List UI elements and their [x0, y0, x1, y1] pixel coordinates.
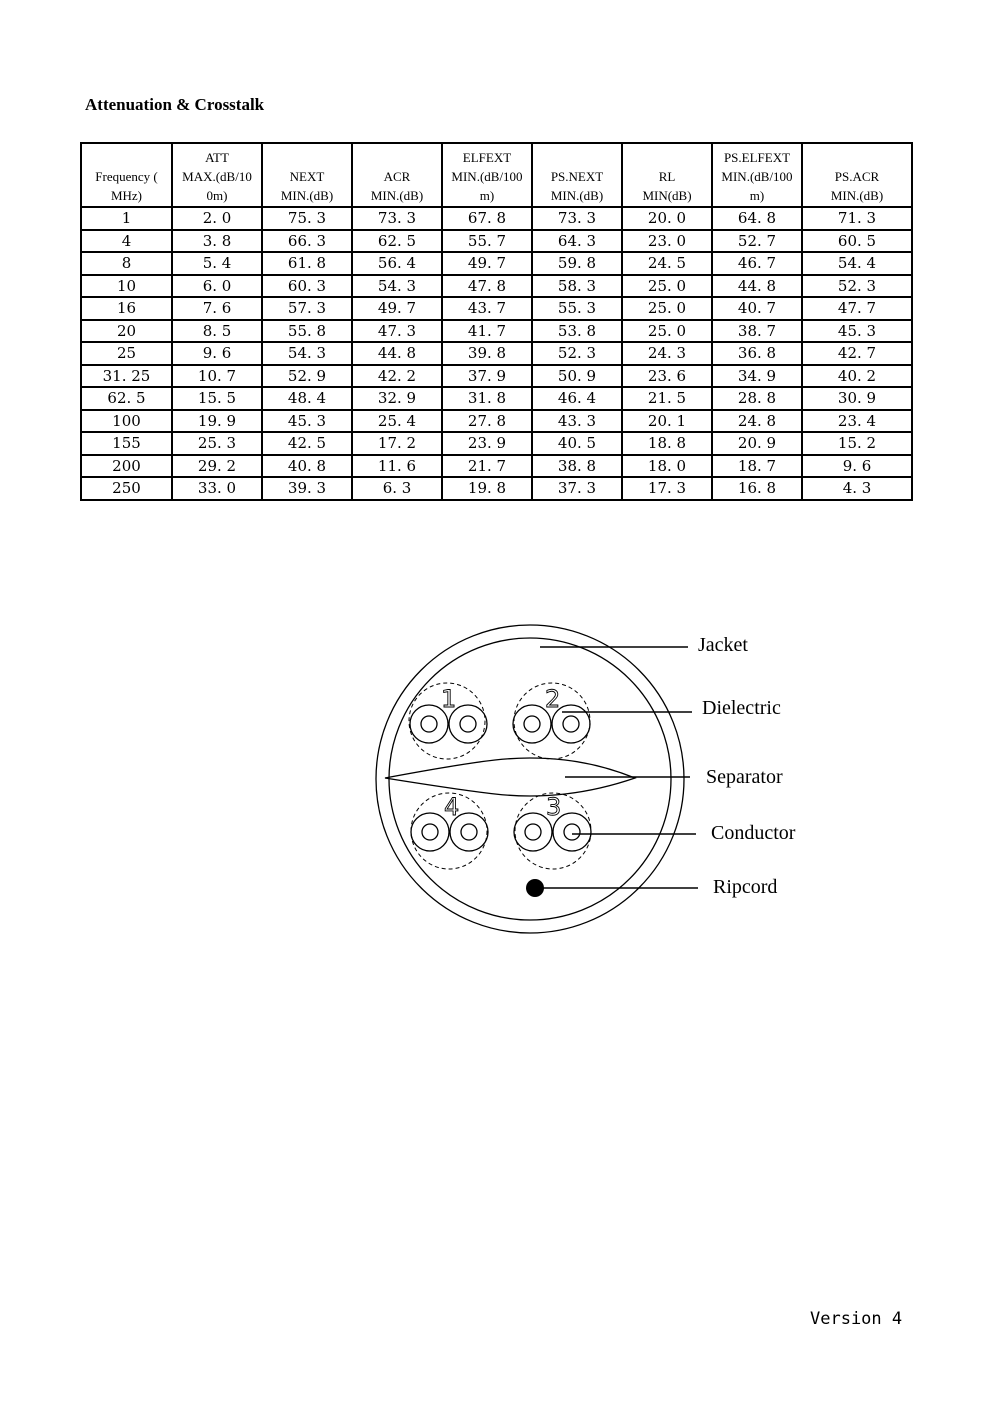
table-cell: 8. 5	[172, 320, 262, 343]
column-header-line: PS.NEXT	[550, 169, 604, 184]
table-cell: 46. 4	[532, 387, 622, 410]
table-cell: 39. 8	[442, 342, 532, 365]
table-cell: 20. 1	[622, 410, 712, 433]
table-row	[81, 252, 912, 275]
table-cell: 52. 9	[262, 365, 352, 388]
column-header-line: MIN(dB)	[642, 188, 692, 203]
table-cell: 20	[81, 320, 172, 343]
table-row	[81, 387, 912, 410]
table-cell: 61. 8	[262, 252, 352, 275]
table-row	[81, 297, 912, 320]
table-cell: 55. 7	[442, 230, 532, 253]
attenuation-crosstalk-table	[80, 142, 913, 501]
table-header-row	[81, 143, 912, 207]
pair-number-2: 2	[545, 685, 561, 713]
table-cell: 10. 7	[172, 365, 262, 388]
table-cell: 47. 3	[352, 320, 442, 343]
table-cell: 49. 7	[442, 252, 532, 275]
table-cell: 8	[81, 252, 172, 275]
table-cell: 28. 8	[712, 387, 802, 410]
table-cell: 40. 2	[802, 365, 912, 388]
table-cell: 21. 7	[442, 455, 532, 478]
table-cell: 64. 8	[712, 207, 802, 230]
table-cell: 71. 3	[802, 207, 912, 230]
section-title: Attenuation & Crosstalk	[85, 95, 265, 114]
table-cell: 24. 8	[712, 410, 802, 433]
column-header-line: MIN.(dB/100	[451, 169, 523, 184]
version-label: Version 4	[810, 1309, 903, 1329]
table-body	[81, 207, 912, 500]
table-cell: 64. 3	[532, 230, 622, 253]
table-cell: 39. 3	[262, 477, 352, 500]
table-cell: 62. 5	[81, 387, 172, 410]
table-cell: 52. 7	[712, 230, 802, 253]
table-cell: 4. 3	[802, 477, 912, 500]
table-cell: 37. 3	[532, 477, 622, 500]
table-cell: 16. 8	[712, 477, 802, 500]
table-cell: 34. 9	[712, 365, 802, 388]
table-cell: 19. 8	[442, 477, 532, 500]
table-cell: 37. 9	[442, 365, 532, 388]
table-cell: 24. 3	[622, 342, 712, 365]
table-cell: 23. 4	[802, 410, 912, 433]
table-row	[81, 432, 912, 455]
table-cell: 66. 3	[262, 230, 352, 253]
table-row	[81, 477, 912, 500]
table-cell: 17. 3	[622, 477, 712, 500]
table-cell: 59. 8	[532, 252, 622, 275]
table-cell: 42. 7	[802, 342, 912, 365]
table-cell: 4	[81, 230, 172, 253]
table-cell: 42. 2	[352, 365, 442, 388]
table-cell: 52. 3	[802, 275, 912, 298]
table-cell: 10	[81, 275, 172, 298]
table-cell: 44. 8	[352, 342, 442, 365]
column-header-line: Frequency (	[95, 169, 158, 184]
table-cell: 47. 7	[802, 297, 912, 320]
callout-conductor: Conductor	[711, 822, 796, 844]
column-header	[262, 143, 352, 207]
jacket-inner-circle	[389, 638, 671, 920]
table-cell: 44. 8	[712, 275, 802, 298]
column-header	[172, 143, 262, 207]
column-header-line: m)	[749, 188, 765, 203]
table-row	[81, 275, 912, 298]
column-header-line: PS.ACR	[834, 169, 880, 184]
table-cell: 17. 2	[352, 432, 442, 455]
table-cell: 5. 4	[172, 252, 262, 275]
column-header-line: MIN.(dB)	[550, 188, 604, 203]
table-cell: 48. 4	[262, 387, 352, 410]
table-row	[81, 230, 912, 253]
table-cell: 49. 7	[352, 297, 442, 320]
column-header-line: MIN.(dB)	[280, 188, 334, 203]
column-header	[802, 143, 912, 207]
table-cell: 43. 3	[532, 410, 622, 433]
table-cell: 54. 3	[352, 275, 442, 298]
table-cell: 16	[81, 297, 172, 320]
table-cell: 6. 3	[352, 477, 442, 500]
table-cell: 57. 3	[262, 297, 352, 320]
table-cell: 45. 3	[802, 320, 912, 343]
table-cell: 45. 3	[262, 410, 352, 433]
callout-jacket: Jacket	[698, 634, 748, 656]
table-cell: 18. 8	[622, 432, 712, 455]
table-cell: 25. 4	[352, 410, 442, 433]
column-header	[712, 143, 802, 207]
table-cell: 19. 9	[172, 410, 262, 433]
column-header-line: MHz)	[110, 188, 143, 203]
table-cell: 23. 9	[442, 432, 532, 455]
table-cell: 24. 5	[622, 252, 712, 275]
table-cell: 7. 6	[172, 297, 262, 320]
table-cell: 47. 8	[442, 275, 532, 298]
table-row	[81, 455, 912, 478]
table-cell: 60. 5	[802, 230, 912, 253]
table-cell: 56. 4	[352, 252, 442, 275]
callout-dielectric: Dielectric	[702, 697, 781, 719]
column-header-line: ELFEXT	[462, 150, 512, 165]
table-cell: 32. 9	[352, 387, 442, 410]
table-cell: 33. 0	[172, 477, 262, 500]
column-header-line: MIN.(dB)	[370, 188, 424, 203]
table-cell: 23. 0	[622, 230, 712, 253]
table-cell: 36. 8	[712, 342, 802, 365]
table-cell: 50. 9	[532, 365, 622, 388]
table-cell: 62. 5	[352, 230, 442, 253]
column-header-line: ATT	[205, 150, 229, 165]
table-cell: 40. 7	[712, 297, 802, 320]
table-cell: 73. 3	[532, 207, 622, 230]
table-cell: 54. 4	[802, 252, 912, 275]
callout-separator: Separator	[706, 766, 783, 788]
column-header-line: RL	[658, 169, 676, 184]
table-cell: 40. 5	[532, 432, 622, 455]
table-cell: 29. 2	[172, 455, 262, 478]
pair-number-4: 4	[444, 793, 460, 821]
table-cell: 38. 7	[712, 320, 802, 343]
table-cell: 73. 3	[352, 207, 442, 230]
table-cell: 67. 8	[442, 207, 532, 230]
table-cell: 20. 0	[622, 207, 712, 230]
column-header-line: m)	[479, 188, 495, 203]
table-cell: 9. 6	[802, 455, 912, 478]
table-cell: 15. 5	[172, 387, 262, 410]
column-header	[352, 143, 442, 207]
table-cell: 30. 9	[802, 387, 912, 410]
table-cell: 25. 3	[172, 432, 262, 455]
table-cell: 40. 8	[262, 455, 352, 478]
table-cell: 53. 8	[532, 320, 622, 343]
column-header-line: PS.ELFEXT	[723, 150, 791, 165]
table-cell: 18. 0	[622, 455, 712, 478]
column-header	[442, 143, 532, 207]
table-cell: 9. 6	[172, 342, 262, 365]
table-cell: 155	[81, 432, 172, 455]
table-cell: 55. 3	[532, 297, 622, 320]
column-header	[532, 143, 622, 207]
column-header	[81, 143, 172, 207]
table-cell: 54. 3	[262, 342, 352, 365]
cable-cross-section-diagram	[340, 610, 840, 950]
table-cell: 75. 3	[262, 207, 352, 230]
table-cell: 31. 8	[442, 387, 532, 410]
table-row	[81, 410, 912, 433]
table-cell: 25. 0	[622, 320, 712, 343]
pair-number-1: 1	[441, 685, 457, 713]
table-row	[81, 320, 912, 343]
table-cell: 25	[81, 342, 172, 365]
table-cell: 52. 3	[532, 342, 622, 365]
column-header-line: ACR	[383, 169, 411, 184]
column-header-line: 0m)	[206, 188, 228, 203]
table-cell: 2. 0	[172, 207, 262, 230]
callout-ripcord: Ripcord	[713, 876, 778, 898]
table-cell: 100	[81, 410, 172, 433]
table-cell: 1	[81, 207, 172, 230]
table-cell: 15. 2	[802, 432, 912, 455]
table-cell: 20. 9	[712, 432, 802, 455]
table-cell: 25. 0	[622, 297, 712, 320]
pair-number-3: 3	[546, 793, 562, 821]
table-cell: 6. 0	[172, 275, 262, 298]
table-cell: 23. 6	[622, 365, 712, 388]
column-header-line: MIN.(dB/100	[721, 169, 793, 184]
table-cell: 58. 3	[532, 275, 622, 298]
table-cell: 3. 8	[172, 230, 262, 253]
table-cell: 41. 7	[442, 320, 532, 343]
column-header-line: MIN.(dB)	[830, 188, 884, 203]
table-cell: 250	[81, 477, 172, 500]
table-cell: 42. 5	[262, 432, 352, 455]
table-cell: 18. 7	[712, 455, 802, 478]
table-cell: 43. 7	[442, 297, 532, 320]
table-cell: 200	[81, 455, 172, 478]
table-cell: 11. 6	[352, 455, 442, 478]
table-cell: 27. 8	[442, 410, 532, 433]
table-cell: 21. 5	[622, 387, 712, 410]
table-cell: 46. 7	[712, 252, 802, 275]
table-cell: 55. 8	[262, 320, 352, 343]
table-cell: 60. 3	[262, 275, 352, 298]
table-row	[81, 365, 912, 388]
column-header-line: NEXT	[289, 169, 325, 184]
column-header	[622, 143, 712, 207]
table-cell: 38. 8	[532, 455, 622, 478]
table-cell: 25. 0	[622, 275, 712, 298]
column-header-line: MAX.(dB/10	[182, 169, 252, 184]
table-cell: 31. 25	[81, 365, 172, 388]
table-row	[81, 207, 912, 230]
table-row	[81, 342, 912, 365]
